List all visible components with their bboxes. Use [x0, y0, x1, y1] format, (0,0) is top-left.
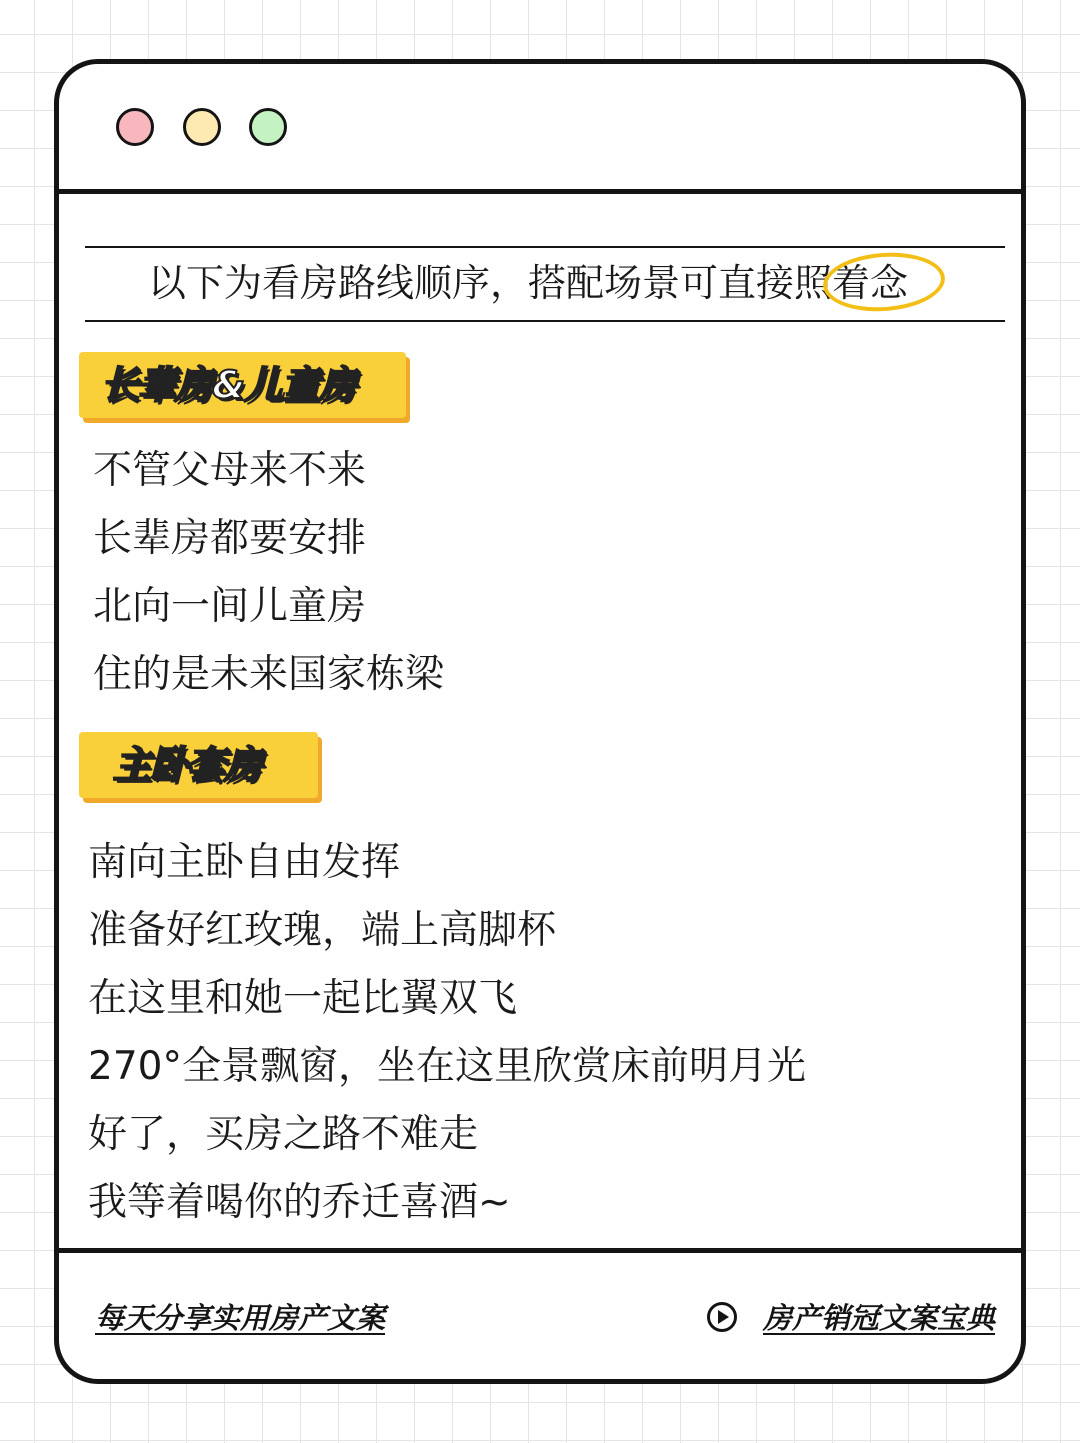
window-card [54, 59, 1026, 1384]
section-lines-elder-children-room [93, 437, 444, 709]
text-line: 住的是未来国家栋梁 [93, 652, 445, 697]
footer-bar [59, 1248, 1021, 1379]
intro-banner [85, 246, 1005, 322]
section-tag-master-suite: 主卧套房 [79, 732, 318, 798]
text-line: 南向主卧自由发挥 [88, 840, 401, 885]
text-line: 好了，买房之路不难走 [88, 1112, 479, 1157]
text-line: 270°全景飘窗，坐在这里欣赏床前明月光 [88, 1044, 806, 1089]
text-line: 长辈房都要安排 [93, 516, 367, 561]
text-line: 我等着喝你的乔迁喜酒~ [88, 1180, 511, 1225]
play-circle-icon [707, 1302, 737, 1332]
text-line: 北向一间儿童房 [93, 584, 367, 629]
footer-account-label: 房产销冠文案宝典 [762, 1301, 995, 1335]
footer-account-link[interactable] [707, 1296, 995, 1337]
minimize-dot-icon[interactable] [183, 108, 221, 146]
section-lines-master-suite [88, 829, 806, 1237]
section-tag-elder-children-room: 长辈房&儿童房 [79, 352, 406, 418]
text-line: 不管父母来不来 [93, 448, 367, 493]
footer-daily-share-link[interactable]: 每天分享实用房产文案 [95, 1301, 386, 1335]
text-line: 在这里和她一起比翼双飞 [88, 976, 518, 1021]
text-line: 准备好红玫瑰，端上高脚杯 [88, 908, 557, 953]
intro-text: 以下为看房路线顺序，搭配场景可直接照着念 [148, 261, 909, 305]
close-dot-icon[interactable] [116, 108, 154, 146]
maximize-dot-icon[interactable] [249, 108, 287, 146]
title-bar [59, 64, 1021, 194]
